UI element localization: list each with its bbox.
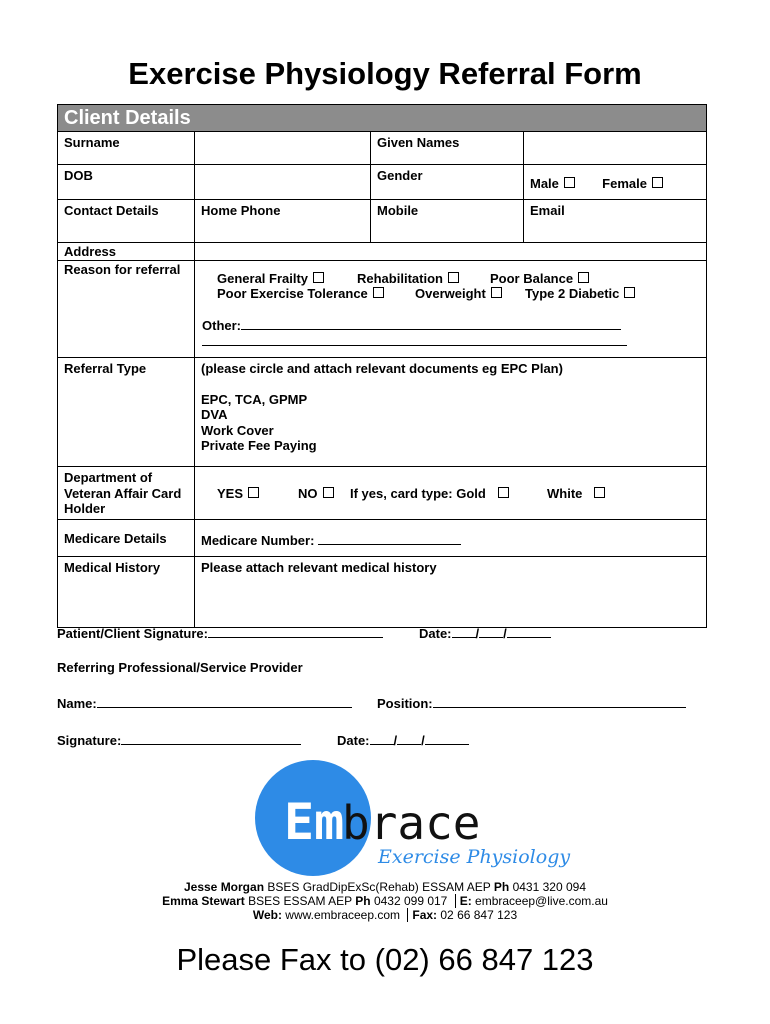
card-gold-option [350, 486, 509, 501]
medicare-row [58, 520, 706, 557]
card-gold-checkbox[interactable] [498, 487, 509, 498]
referral-option-dva[interactable]: DVA [201, 407, 228, 422]
patient-signature-label: Patient/Client Signature: [57, 626, 208, 641]
referrer-signature-field [57, 732, 301, 748]
patient-date-month[interactable] [479, 625, 503, 638]
footer-jesse-ph-label: Ph [493, 880, 510, 894]
dob-field[interactable] [195, 165, 371, 199]
footer-jesse-name: Jesse Morgan [183, 880, 265, 894]
footer-email-label: E: [459, 894, 472, 908]
card-white-checkbox[interactable] [594, 487, 605, 498]
dva-label: Department of Veteran Affair Card Holder [58, 467, 195, 519]
contact-row [58, 200, 706, 243]
address-label: Address [58, 243, 195, 260]
poor-balance-option [490, 271, 589, 286]
dva-yes-option [217, 486, 259, 501]
footer-separator-2 [407, 908, 408, 922]
patient-date-label: Date: [419, 626, 452, 641]
referrer-position-label: Position: [377, 696, 433, 711]
medical-history-row [58, 557, 706, 627]
email-label[interactable]: Email [530, 203, 565, 218]
female-label: Female [602, 176, 647, 191]
dva-yes-checkbox[interactable] [248, 487, 259, 498]
referrer-position-field [377, 695, 686, 711]
dva-no-checkbox[interactable] [323, 487, 334, 498]
poor-exercise-tolerance-label: Poor Exercise Tolerance [217, 286, 368, 301]
patient-date-field: Date: / / [419, 625, 551, 641]
referring-heading: Referring Professional/Service Provider [57, 660, 303, 675]
medicare-details-label: Medicare Details [58, 520, 195, 556]
referral-type-label: Referral Type [58, 358, 195, 466]
footer-emma-phone: 0432 099 017 [370, 894, 451, 908]
reason-row [58, 261, 706, 358]
referrer-signature-label: Signature: [57, 733, 122, 748]
dva-yes-label: YES [217, 486, 244, 501]
dva-no-label: NO [298, 486, 318, 501]
client-details-table [57, 104, 707, 628]
referrer-date-month[interactable] [397, 732, 421, 745]
male-checkbox[interactable] [564, 177, 575, 188]
address-row [58, 243, 706, 261]
footer-emma-quals: BSES ESSAM AEP [244, 894, 356, 908]
rehabilitation-checkbox[interactable] [448, 272, 459, 283]
reason-options [195, 261, 706, 357]
dob-label: DOB [58, 165, 195, 199]
type2-diabetic-checkbox[interactable] [624, 287, 635, 298]
gender-options [524, 165, 706, 199]
contact-details-label: Contact Details [58, 200, 195, 242]
dva-no-option [298, 486, 334, 501]
embrace-logo [250, 757, 571, 879]
referrer-date-field: Date: / / [337, 732, 469, 748]
type2-diabetic-option [525, 286, 635, 301]
reason-label: Reason for referral [58, 261, 195, 357]
footer-line-emma [0, 894, 770, 908]
address-field[interactable] [195, 243, 706, 260]
given-names-label: Given Names [371, 132, 524, 164]
referrer-date-day[interactable] [370, 732, 394, 745]
card-type-label: If yes, card type: Gold [350, 486, 486, 501]
female-checkbox[interactable] [652, 177, 663, 188]
general-frailty-checkbox[interactable] [313, 272, 324, 283]
medicare-number-input[interactable] [318, 532, 461, 545]
footer-line-jesse [0, 880, 770, 894]
medicare-number-label: Medicare Number: [201, 533, 315, 548]
overweight-label: Overweight [415, 286, 486, 301]
logo-text-brace: brace [342, 796, 481, 850]
card-white-label: White [547, 486, 583, 501]
overweight-option [415, 286, 502, 301]
poor-balance-checkbox[interactable] [578, 272, 589, 283]
referral-option-epc[interactable]: EPC, TCA, GPMP [201, 391, 308, 407]
mobile-label[interactable]: Mobile [371, 200, 524, 242]
referrer-date-year[interactable] [425, 732, 469, 745]
other-option [202, 317, 621, 333]
referrer-signature-input[interactable] [121, 732, 301, 745]
general-frailty-label: General Frailty [217, 271, 309, 286]
dva-options [195, 467, 706, 519]
general-frailty-option [217, 271, 324, 286]
other-input-line[interactable] [241, 317, 621, 330]
fax-instruction: Please Fax to (02) 66 847 123 [176, 942, 594, 977]
medical-history-note: Please attach relevant medical history [201, 560, 437, 575]
patient-signature-field [57, 625, 383, 641]
footer-emma-ph-label: Ph [355, 894, 371, 908]
surname-field[interactable] [195, 132, 371, 164]
footer-fax-label: Fax: [412, 908, 438, 922]
poor-exercise-tolerance-option [217, 286, 384, 301]
referral-type-options [195, 358, 706, 466]
dob-row [58, 165, 706, 200]
referrer-date-label: Date: [337, 733, 370, 748]
footer-separator-1 [455, 894, 456, 908]
home-phone-label[interactable]: Home Phone [195, 200, 371, 242]
card-white-option [547, 486, 605, 501]
patient-date-day[interactable] [452, 625, 476, 638]
medical-history-field[interactable] [195, 557, 706, 627]
surname-label: Surname [58, 132, 195, 164]
male-label: Male [530, 176, 559, 191]
referral-type-row [58, 358, 706, 467]
referrer-position-input[interactable] [433, 695, 686, 708]
rehabilitation-label: Rehabilitation [357, 271, 443, 286]
footer-line-web [0, 908, 770, 922]
surname-row [58, 132, 706, 165]
logo-subtitle: Exercise Physiology [378, 846, 571, 868]
rehabilitation-option [357, 271, 459, 286]
embrace-logo-graphic [250, 757, 571, 879]
overweight-checkbox[interactable] [491, 287, 502, 298]
referral-option-private[interactable]: Private Fee Paying [201, 438, 317, 453]
referral-type-note: (please circle and attach relevant documents eg EPC Plan) [201, 361, 563, 376]
footer-email[interactable]: embraceep@live.com.au [471, 894, 608, 908]
other-label: Other: [202, 318, 241, 333]
section-header-client-details: Client Details [58, 105, 706, 132]
footer-jesse-quals: BSES GradDipExSc(Rehab) ESSAM AEP [264, 880, 494, 894]
footer-jesse-phone: 0431 320 094 [509, 880, 586, 894]
medicare-number-field [195, 520, 706, 556]
referrer-name-label: Name: [57, 696, 97, 711]
given-names-field[interactable] [524, 132, 706, 164]
referrer-name-input[interactable] [97, 695, 352, 708]
gender-label: Gender [371, 165, 524, 199]
footer-fax-number: 02 66 847 123 [437, 908, 518, 922]
poor-exercise-tolerance-checkbox[interactable] [373, 287, 384, 298]
patient-date-year[interactable] [507, 625, 551, 638]
referral-option-work-cover[interactable]: Work Cover [201, 422, 274, 438]
other-input-line-2[interactable] [202, 333, 627, 349]
footer-web-label: Web: [252, 908, 282, 922]
poor-balance-label: Poor Balance [490, 271, 574, 286]
logo-text-em: Em [284, 793, 345, 851]
form-title: Exercise Physiology Referral Form [128, 56, 642, 91]
referrer-name-field [57, 695, 352, 711]
type2-diabetic-label: Type 2 Diabetic [525, 286, 620, 301]
medical-history-label: Medical History [58, 557, 195, 627]
footer-emma-name: Emma Stewart [162, 894, 245, 908]
patient-signature-input[interactable] [208, 625, 383, 638]
footer-web-url[interactable]: www.embraceep.com [281, 908, 404, 922]
dva-row [58, 467, 706, 520]
